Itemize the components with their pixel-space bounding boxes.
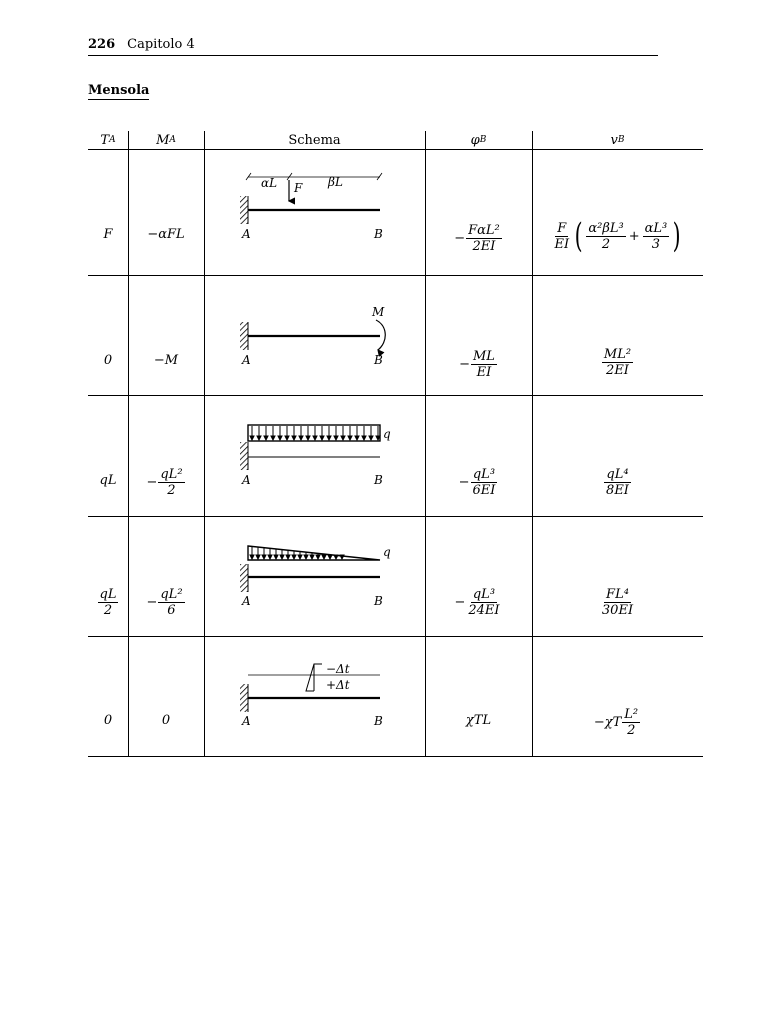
schema-end-moment: [234, 302, 394, 372]
header-rule: [88, 55, 658, 56]
page-header: [88, 37, 195, 52]
table-cell-ma: −M: [153, 352, 179, 368]
schema-triangular-load: [234, 542, 394, 614]
table-cell-v: $\frac{\text{qL⁴}}{8EI}$: [606, 466, 629, 498]
chapter-title: Capitolo 4: [127, 37, 195, 52]
label-b: B: [374, 227, 383, 241]
table-cell-v: $\frac{\text{ML²}}{2EI}$: [603, 346, 632, 378]
label-load: q: [383, 545, 391, 559]
table-cell-ma: −αFL: [147, 226, 185, 242]
table-cell-ta: F: [103, 226, 113, 242]
header-schema: Schema: [288, 132, 341, 148]
schema-thermal-gradient: [234, 660, 394, 732]
header-ma: M A: [156, 132, 176, 148]
section-title: Mensola: [88, 83, 150, 98]
row-divider: [88, 395, 703, 396]
label-b: B: [374, 714, 383, 728]
header-ta: T A: [100, 132, 116, 148]
table-cell-v: $\frac{\text{FL⁴}}{30EI}$: [601, 586, 634, 618]
label-force: F: [294, 181, 303, 195]
label-a: A: [242, 227, 251, 241]
schema-concentrated-load: [234, 168, 394, 248]
table-cell-phi: − $\frac{ML}{EI}$: [459, 348, 495, 380]
table-cell-v: −χT $\frac{\text{L²}}{2}$: [593, 706, 639, 738]
label-load: q: [383, 427, 391, 441]
table-bottom-rule: [88, 756, 703, 757]
table-cell-ta: 0: [103, 352, 113, 368]
label-b: B: [374, 353, 383, 367]
label-b: B: [374, 594, 383, 608]
header-phi: φ B: [470, 132, 487, 148]
row-divider: [88, 636, 703, 637]
label-dt-bottom: +Δt: [326, 678, 350, 692]
table-cell-phi: − $\frac{\text{qL³}}{24EI}$: [454, 586, 500, 618]
label-dt-top: −Δt: [326, 662, 350, 676]
label-moment: M: [372, 305, 385, 319]
label-a: A: [242, 714, 251, 728]
label-beta-l: βL: [328, 175, 343, 189]
label-b: B: [374, 473, 383, 487]
table-cell-ma: − $\frac{\text{qL²}}{2}$: [146, 466, 183, 498]
table-cell-ta: qL: [99, 472, 117, 488]
row-divider: [88, 516, 703, 517]
table-cell-v: $\frac{F}{EI}$ ( $\frac{\text{α²βL³}}{2}$ + $\frac{\text{αL³}}{3}$ ): [554, 216, 681, 256]
table-cell-ta: $\frac{qL}{2}$: [99, 586, 117, 618]
table-cell-phi: − $\frac{\text{qL³}}{6EI}$: [458, 466, 496, 498]
table-cell-ma: − $\frac{\text{qL²}}{6}$: [146, 586, 183, 618]
label-a: A: [242, 473, 251, 487]
row-divider: [88, 275, 703, 276]
column-divider: [204, 131, 205, 757]
table-cell-ta: 0: [103, 712, 113, 728]
header-v: v B: [610, 132, 625, 148]
table-cell-phi: − $\frac{\text{FαL²}}{2EI}$: [454, 222, 500, 254]
table-cell-phi: χTL: [465, 712, 492, 728]
label-a: A: [242, 594, 251, 608]
label-a: A: [242, 353, 251, 367]
page-number: 226: [88, 37, 116, 52]
label-alpha-l: αL: [261, 176, 278, 190]
table-cell-ma: 0: [161, 712, 171, 728]
schema-uniform-load: [234, 420, 394, 492]
